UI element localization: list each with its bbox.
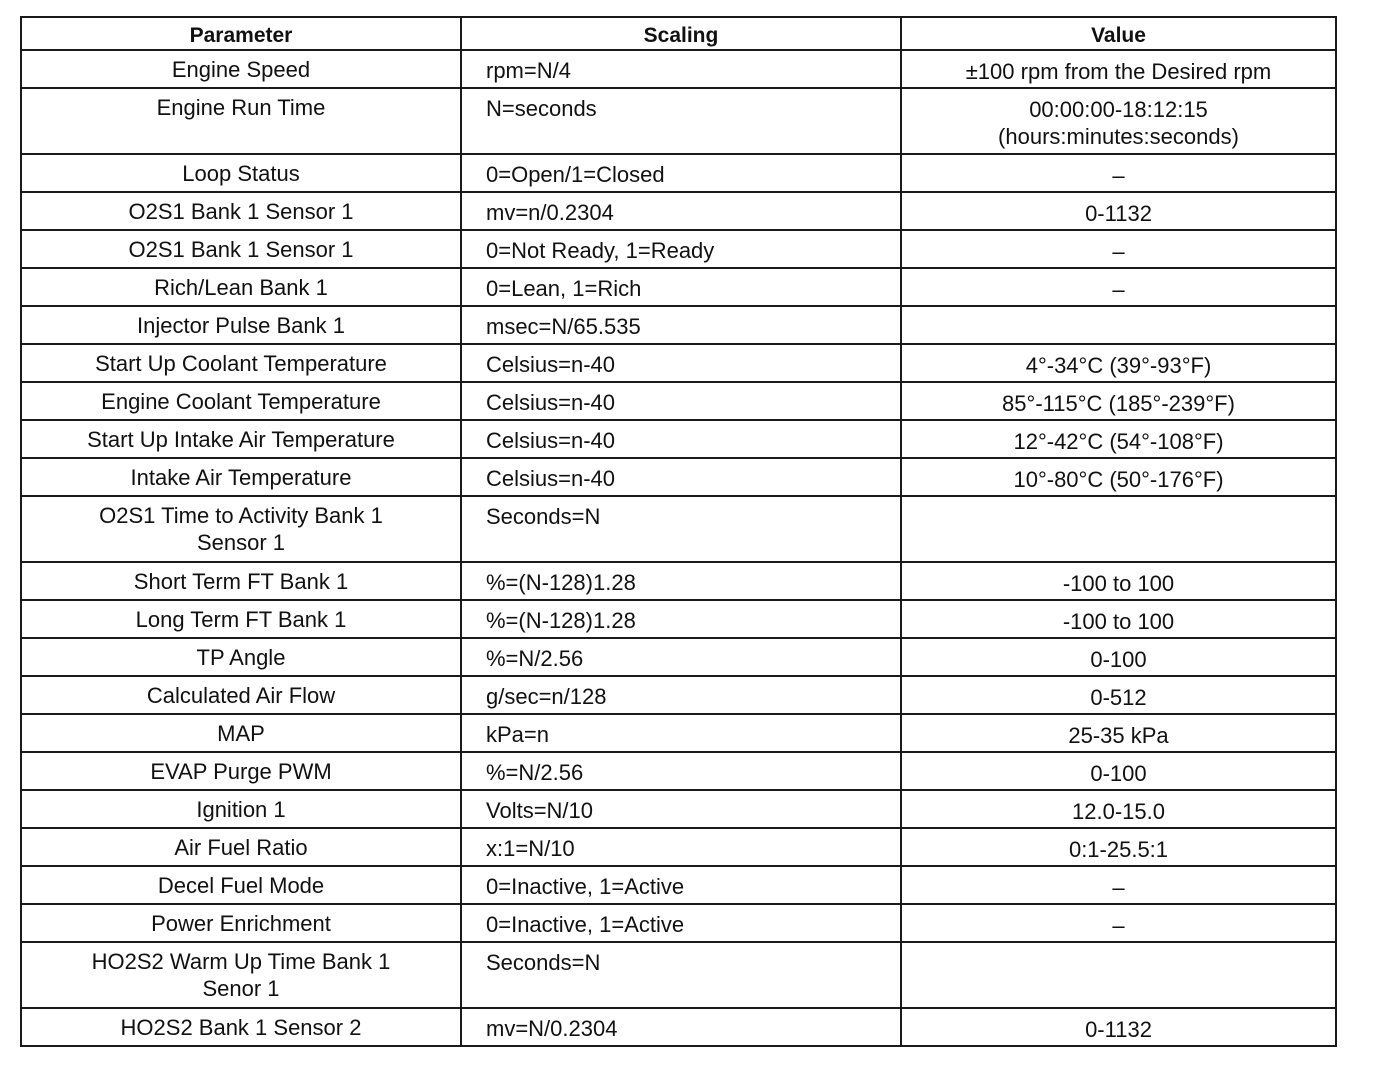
scaling-cell-text: Seconds=N [486,950,601,975]
parameter-cell [21,866,461,904]
value-cell [901,192,1336,230]
scaling-cell [461,600,901,638]
scaling-cell [461,638,901,676]
parameter-cell [21,942,461,1008]
table-row [21,790,1336,828]
scaling-cell [461,192,901,230]
parameter-cell [21,458,461,496]
parameter-cell [21,192,461,230]
parameter-cell-text: Engine Run Time [156,95,326,120]
parameter-cell-text: O2S1 Bank 1 Sensor 1 [128,199,354,224]
value-cell [901,752,1336,790]
scaling-cell-text: Volts=N/10 [486,798,594,823]
scaling-cell-text: Celsius=n-40 [486,352,616,377]
table-row [21,600,1336,638]
table-row [21,88,1336,154]
scaling-cell-text: 0=Lean, 1=Rich [486,276,642,301]
scaling-cell [461,458,901,496]
header-value: Value [901,17,1336,50]
scaling-cell-text: x:1=N/10 [486,836,575,861]
value-cell [901,676,1336,714]
table-row [21,344,1336,382]
scaling-cell-text: kPa=n [486,722,549,747]
scaling-cell [461,752,901,790]
value-cell [901,904,1336,942]
table-row [21,676,1336,714]
parameter-cell [21,790,461,828]
value-cell-text: 0-1132 [1085,1017,1152,1042]
table-row [21,714,1336,752]
value-cell-text: – [1112,875,1125,900]
value-cell-text: 25-35 kPa [1068,723,1169,748]
value-cell [901,942,1336,1008]
value-cell-text: – [1112,277,1125,302]
scaling-cell [461,714,901,752]
scaling-cell [461,344,901,382]
parameter-cell-text: EVAP Purge PWM [150,759,332,784]
value-cell-text: 00:00:00-18:12:15 (hours:minutes:seconds) [998,97,1239,149]
scaling-cell-text: mv=n/0.2304 [486,200,614,225]
value-cell-text: -100 to 100 [1062,609,1175,634]
parameter-cell-text: Long Term FT Bank 1 [135,607,347,632]
parameter-cell-text: O2S1 Bank 1 Sensor 1 [128,237,354,262]
scaling-cell [461,230,901,268]
scaling-cell-text: %=N/2.56 [486,646,584,671]
scaling-cell-text: N=seconds [486,96,597,121]
parameter-cell [21,382,461,420]
scaling-cell [461,268,901,306]
value-cell [901,562,1336,600]
value-cell [901,230,1336,268]
parameter-cell-text: Short Term FT Bank 1 [133,569,349,594]
scaling-cell-text: Celsius=n-40 [486,466,616,491]
value-cell-text: 12°-42°C (54°-108°F) [1013,429,1224,454]
scaling-cell [461,306,901,344]
scaling-cell [461,50,901,88]
scaling-cell [461,496,901,562]
value-cell-text: – [1112,239,1125,264]
scaling-cell [461,866,901,904]
table-row [21,382,1336,420]
parameter-cell [21,1008,461,1046]
table-row [21,230,1336,268]
table-body [21,50,1336,1046]
parameter-cell-text: Loop Status [182,161,300,186]
scaling-cell [461,562,901,600]
scaling-cell-text: 0=Not Ready, 1=Ready [486,238,715,263]
value-cell [901,382,1336,420]
value-cell-text: ±100 rpm from the Desired rpm [965,59,1272,84]
parameter-cell-text: Rich/Lean Bank 1 [154,275,328,300]
scaling-cell-text: %=(N-128)1.28 [486,570,636,595]
value-cell [901,88,1336,154]
scaling-cell-text: rpm=N/4 [486,58,571,83]
value-cell [901,600,1336,638]
parameter-cell-text: HO2S2 Bank 1 Sensor 2 [120,1015,362,1040]
value-cell-text: – [1112,163,1125,188]
parameter-cell [21,676,461,714]
value-cell [901,866,1336,904]
value-cell-text: – [1112,913,1125,938]
table-row [21,904,1336,942]
parameter-cell [21,496,461,562]
parameter-table [20,16,1337,1047]
scaling-cell [461,676,901,714]
parameter-cell [21,230,461,268]
scaling-cell [461,790,901,828]
value-cell-text: -100 to 100 [1062,571,1175,596]
scaling-cell-text: %=(N-128)1.28 [486,608,636,633]
scaling-cell-text: Celsius=n-40 [486,428,616,453]
parameter-cell-text: Power Enrichment [151,911,331,936]
parameter-cell-text: Air Fuel Ratio [174,835,308,860]
scaling-cell-text: mv=N/0.2304 [486,1016,618,1041]
scaling-cell-text: g/sec=n/128 [486,684,607,709]
table-row [21,638,1336,676]
parameter-cell [21,904,461,942]
table-row [21,458,1336,496]
parameter-cell-text: Injector Pulse Bank 1 [137,313,345,338]
parameter-cell [21,600,461,638]
value-cell-text: 0-512 [1090,685,1147,710]
table-row [21,154,1336,192]
value-cell-text: 0-100 [1090,647,1147,672]
parameter-cell-text: HO2S2 Warm Up Time Bank 1 Senor 1 [91,949,391,1001]
parameter-cell-text: Calculated Air Flow [146,683,336,708]
value-cell-text: 4°-34°C (39°-93°F) [1025,353,1212,378]
table-row [21,192,1336,230]
value-cell [901,790,1336,828]
parameter-cell-text: TP Angle [196,645,286,670]
value-cell-text: 0:1-25.5:1 [1068,837,1169,862]
parameter-cell-text: Intake Air Temperature [130,465,352,490]
scaling-cell-text: 0=Inactive, 1=Active [486,912,685,937]
parameter-cell-text: Engine Coolant Temperature [101,389,381,414]
table-row [21,50,1336,88]
scaling-cell [461,828,901,866]
value-cell [901,306,1336,344]
table-row [21,752,1336,790]
value-cell-text: 10°-80°C (50°-176°F) [1013,467,1224,492]
scaling-cell [461,154,901,192]
header-parameter: Parameter [21,17,461,50]
parameter-cell [21,714,461,752]
parameter-cell [21,154,461,192]
table-row [21,420,1336,458]
value-cell [901,828,1336,866]
value-cell-text: 0-1132 [1085,201,1152,226]
value-cell-text: 12.0-15.0 [1072,799,1165,824]
parameter-cell [21,88,461,154]
scaling-cell [461,942,901,1008]
value-cell [901,420,1336,458]
scaling-cell-text: 0=Inactive, 1=Active [486,874,685,899]
scaling-cell [461,382,901,420]
value-cell [901,50,1336,88]
parameter-cell-text: Decel Fuel Mode [157,873,325,898]
value-cell [901,344,1336,382]
header-scaling: Scaling [461,17,901,50]
table-row [21,496,1336,562]
parameter-cell [21,420,461,458]
value-cell [901,714,1336,752]
parameter-cell [21,828,461,866]
scaling-cell-text: %=N/2.56 [486,760,584,785]
value-cell [901,496,1336,562]
scaling-cell [461,420,901,458]
parameter-cell [21,50,461,88]
value-cell [901,154,1336,192]
scaling-cell-text: Seconds=N [486,504,601,529]
parameter-cell [21,638,461,676]
table-row [21,942,1336,1008]
scaling-cell [461,88,901,154]
value-cell [901,268,1336,306]
parameter-cell-text: Start Up Coolant Temperature [95,351,387,376]
value-cell [901,638,1336,676]
parameter-cell-text: MAP [217,721,265,746]
table-row [21,306,1336,344]
parameter-cell [21,752,461,790]
value-cell-text: 0-100 [1090,761,1147,786]
value-cell-text: 85°-115°C (185°-239°F) [1002,391,1235,416]
value-cell [901,1008,1336,1046]
parameter-cell [21,306,461,344]
parameter-cell [21,344,461,382]
table-row [21,268,1336,306]
scaling-cell-text: Celsius=n-40 [486,390,616,415]
table-row [21,828,1336,866]
table-row [21,1008,1336,1046]
table-row [21,866,1336,904]
parameter-cell [21,562,461,600]
parameter-cell-text: Engine Speed [171,57,311,82]
scaling-cell-text: 0=Open/1=Closed [486,162,665,187]
header-row [21,17,1336,50]
table-row [21,562,1336,600]
parameter-cell-text: O2S1 Time to Activity Bank 1 Sensor 1 [99,503,383,555]
parameter-cell-text: Start Up Intake Air Temperature [87,427,395,452]
scaling-cell [461,1008,901,1046]
parameter-cell-text: Ignition 1 [196,797,286,822]
scaling-cell [461,904,901,942]
scaling-cell-text: msec=N/65.535 [486,314,641,339]
value-cell [901,458,1336,496]
parameter-cell [21,268,461,306]
